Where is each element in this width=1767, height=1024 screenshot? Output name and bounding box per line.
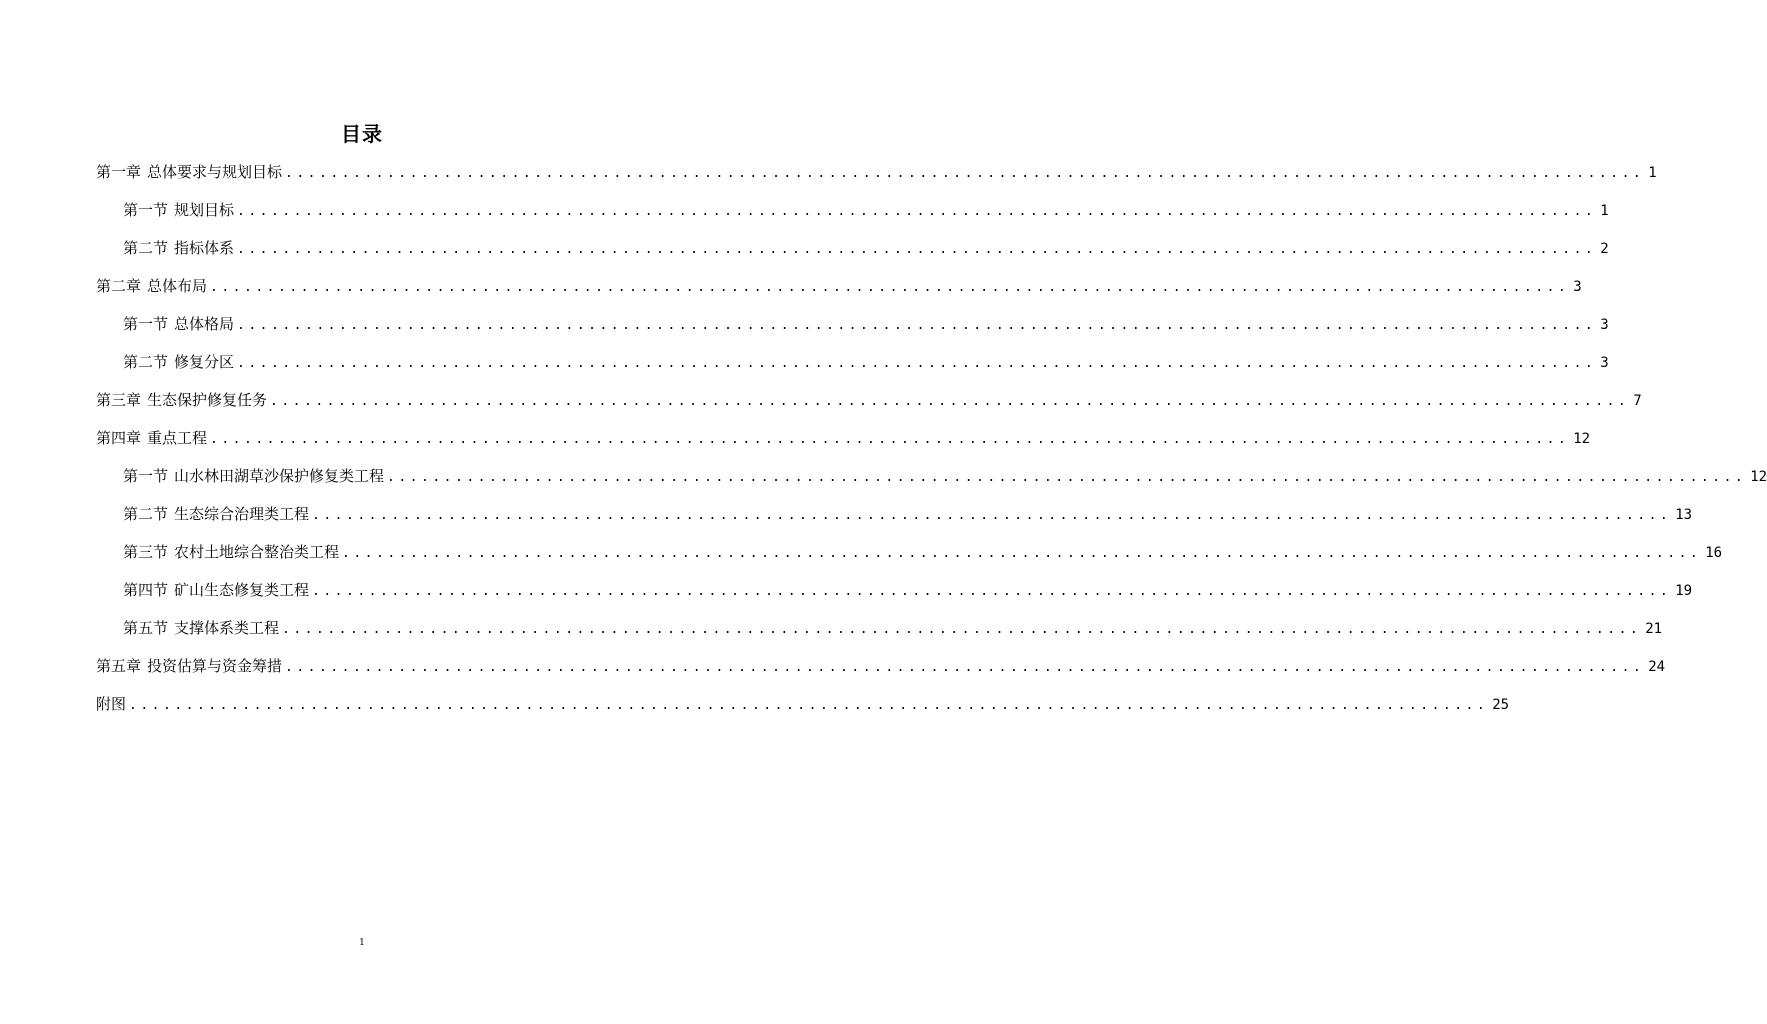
toc-entry-number: 第二节 [123,239,169,257]
table-of-contents [96,160,1767,730]
toc-entry-page: 1 [1600,203,1609,219]
toc-entry-text: 总体要求与规划目标 [147,163,283,181]
toc-title: 目录 [341,122,383,146]
toc-entry-number: 第二节 [123,353,169,371]
toc-entry-number: 第四节 [123,581,169,599]
toc-entry-page: 3 [1600,317,1609,333]
toc-entry-number: 第二章 [96,277,142,295]
toc-entry-page: 7 [1633,393,1642,409]
toc-entry-text: 生态保护修复任务 [147,391,268,409]
toc-entry-page: 3 [1600,355,1609,371]
toc-entry-text: 规划目标 [174,201,235,219]
toc-entry-label [123,578,309,603]
toc-entry-page: 12 [1750,469,1767,485]
toc-entry-number: 第一节 [123,315,169,333]
toc-entry-label [96,692,126,717]
toc-entry [96,350,1609,388]
toc-entry-page: 25 [1492,697,1510,713]
toc-entry-page: 16 [1705,545,1723,561]
toc-entry-label [96,388,267,413]
toc-entry-page: 19 [1675,583,1693,599]
toc-entry-label [96,654,282,679]
toc-entry [96,236,1609,274]
toc-entry-page: 21 [1645,621,1663,637]
toc-entry-label [123,198,234,223]
toc-entry [96,198,1609,236]
toc-entry-label [96,160,282,185]
toc-entry-label [123,236,234,261]
toc-entry-text: 指标体系 [174,239,235,257]
toc-entry-text: 生态综合治理类工程 [174,505,310,523]
dot-leader: ........................................................................................................................ [210,432,1570,447]
toc-entry [96,654,1666,692]
page-number-footer: 1 [359,938,365,948]
toc-entry-label [123,502,309,527]
toc-entry [96,274,1582,312]
dot-leader: ........................................................................................................................ [285,166,1645,181]
toc-entry-number: 第二节 [123,505,169,523]
toc-entry-text: 支撑体系类工程 [174,619,280,637]
toc-entry [96,692,1510,730]
toc-entry-label [123,312,234,337]
toc-entry-text: 山水林田湖草沙保护修复类工程 [174,467,385,485]
toc-entry-text: 投资估算与资金筹措 [147,657,283,675]
toc-entry-label [123,350,234,375]
toc-entry-number: 第五节 [123,619,169,637]
toc-entry-number: 第三章 [96,391,142,409]
dot-leader: ........................................................................................................................ [237,356,1597,371]
toc-entry-number: 第一节 [123,467,169,485]
toc-entry [96,160,1657,198]
toc-entry-label [123,540,339,565]
dot-leader: ........................................................................................................................ [237,318,1597,333]
toc-entry-number: 第四章 [96,429,142,447]
dot-leader: ........................................................................................................................ [342,546,1702,561]
toc-entry-label [123,464,384,489]
toc-entry-text: 附图 [96,695,127,713]
toc-entry [96,616,1663,654]
toc-entry-label [96,274,207,299]
toc-entry-number: 第一章 [96,163,142,181]
toc-entry-number: 第五章 [96,657,142,675]
dot-leader: ........................................................................................................................ [312,584,1672,599]
dot-leader: ........................................................................................................................ [282,622,1642,637]
toc-entry [96,312,1609,350]
toc-entry-text: 修复分区 [174,353,235,371]
dot-leader: ........................................................................................................................ [129,698,1489,713]
toc-entry-text: 总体格局 [174,315,235,333]
toc-entry-page: 2 [1600,241,1609,257]
toc-entry-page: 12 [1573,431,1591,447]
toc-entry-text: 总体布局 [147,277,208,295]
toc-entry-number: 第三节 [123,543,169,561]
toc-entry-label [123,616,279,641]
toc-entry-page: 13 [1675,507,1693,523]
toc-entry-page: 1 [1648,165,1657,181]
toc-entry [96,502,1693,540]
toc-entry-page: 24 [1648,659,1666,675]
toc-entry [96,578,1693,616]
toc-entry [96,540,1723,578]
dot-leader: ........................................................................................................................ [312,508,1672,523]
toc-entry-number: 第一节 [123,201,169,219]
toc-entry [96,388,1642,426]
toc-entry-label [96,426,207,451]
toc-entry-text: 矿山生态修复类工程 [174,581,310,599]
dot-leader: ........................................................................................................................ [210,280,1570,295]
toc-entry-page: 3 [1573,279,1582,295]
toc-entry [96,464,1767,502]
dot-leader: ........................................................................................................................ [285,660,1645,675]
dot-leader: ........................................................................................................................ [237,242,1597,257]
dot-leader: ........................................................................................................................ [387,470,1747,485]
toc-entry-text: 农村土地综合整治类工程 [174,543,340,561]
toc-entry-text: 重点工程 [147,429,208,447]
dot-leader: ........................................................................................................................ [237,204,1597,219]
dot-leader: ........................................................................................................................ [270,394,1630,409]
toc-entry [96,426,1591,464]
